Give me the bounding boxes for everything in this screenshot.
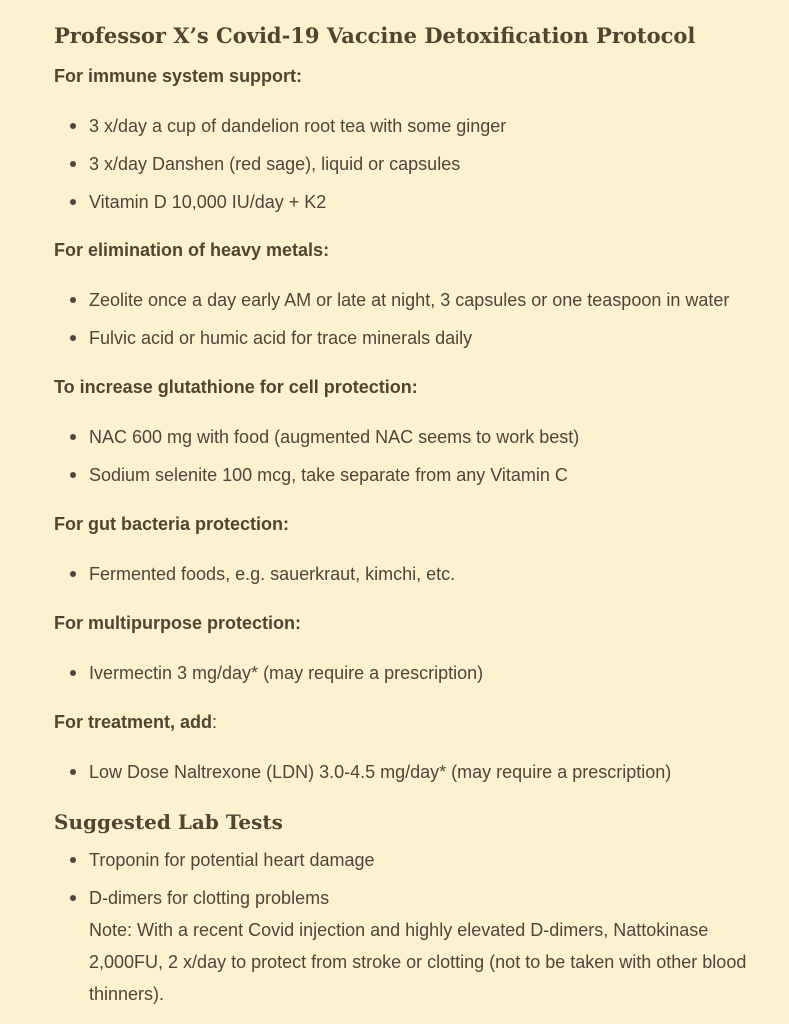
bullet-icon xyxy=(70,571,76,577)
list-item: 3 x/day Danshen (red sage), liquid or capsules xyxy=(70,148,760,180)
list-item: Fulvic acid or humic acid for trace minerals daily xyxy=(70,322,760,354)
section-heading-heavy-metals: For elimination of heavy metals: xyxy=(54,240,330,260)
list-item: Low Dose Naltrexone (LDN) 3.0-4.5 mg/day* (may require a prescription) xyxy=(70,756,760,788)
list-item: Zeolite once a day early AM or late at night, 3 capsules or one teaspoon in water xyxy=(70,284,760,316)
bullet-icon xyxy=(70,335,76,341)
bullet-icon xyxy=(70,670,76,676)
bullet-icon xyxy=(70,434,76,440)
list-item: Fermented foods, e.g. sauerkraut, kimchi, etc. xyxy=(70,558,760,590)
section-heading-immune: For immune system support: xyxy=(54,66,303,86)
bullet-icon xyxy=(70,769,76,775)
section-heading-glutathione: To increase glutathione for cell protection: xyxy=(54,377,418,397)
list-item: Sodium selenite 100 mcg, take separate from any Vitamin C xyxy=(70,459,760,491)
bullet-icon xyxy=(70,472,76,478)
list-item: 3 x/day a cup of dandelion root tea with some ginger xyxy=(70,110,760,142)
section-heading-treatment: For treatment, add: xyxy=(54,712,218,732)
list-item: Troponin for potential heart damage xyxy=(70,844,760,876)
bullet-icon xyxy=(70,857,76,863)
list-item: D-dimers for clotting problems Note: With a recent Covid injection and highly elevated D-dimers, Nattokinase 2,000FU, 2 x/day to protect from stroke or clotting (not to be taken with other blood thinners). xyxy=(70,882,760,1010)
lab-tests-heading: Suggested Lab Tests xyxy=(54,810,283,834)
bullet-icon xyxy=(70,199,76,205)
section-heading-multipurpose: For multipurpose protection: xyxy=(54,613,301,633)
document-title: Professor X’s Covid-19 Vaccine Detoxification Protocol xyxy=(54,23,696,48)
bullet-icon xyxy=(70,297,76,303)
section-heading-gut-bacteria: For gut bacteria protection: xyxy=(54,514,290,534)
bullet-icon xyxy=(70,123,76,129)
list-item: Vitamin D 10,000 IU/day + K2 xyxy=(70,186,760,218)
bullet-icon xyxy=(70,895,76,901)
lab-note: Note: With a recent Covid injection and highly elevated D-dimers, Nattokinase 2,000FU, 2 x/day to protect from stroke or clotting (not to be taken with other blood thinners). xyxy=(89,920,747,1004)
list-item: Ivermectin 3 mg/day* (may require a prescription) xyxy=(70,657,760,689)
list-item: NAC 600 mg with food (augmented NAC seems to work best) xyxy=(70,421,760,453)
bullet-icon xyxy=(70,161,76,167)
